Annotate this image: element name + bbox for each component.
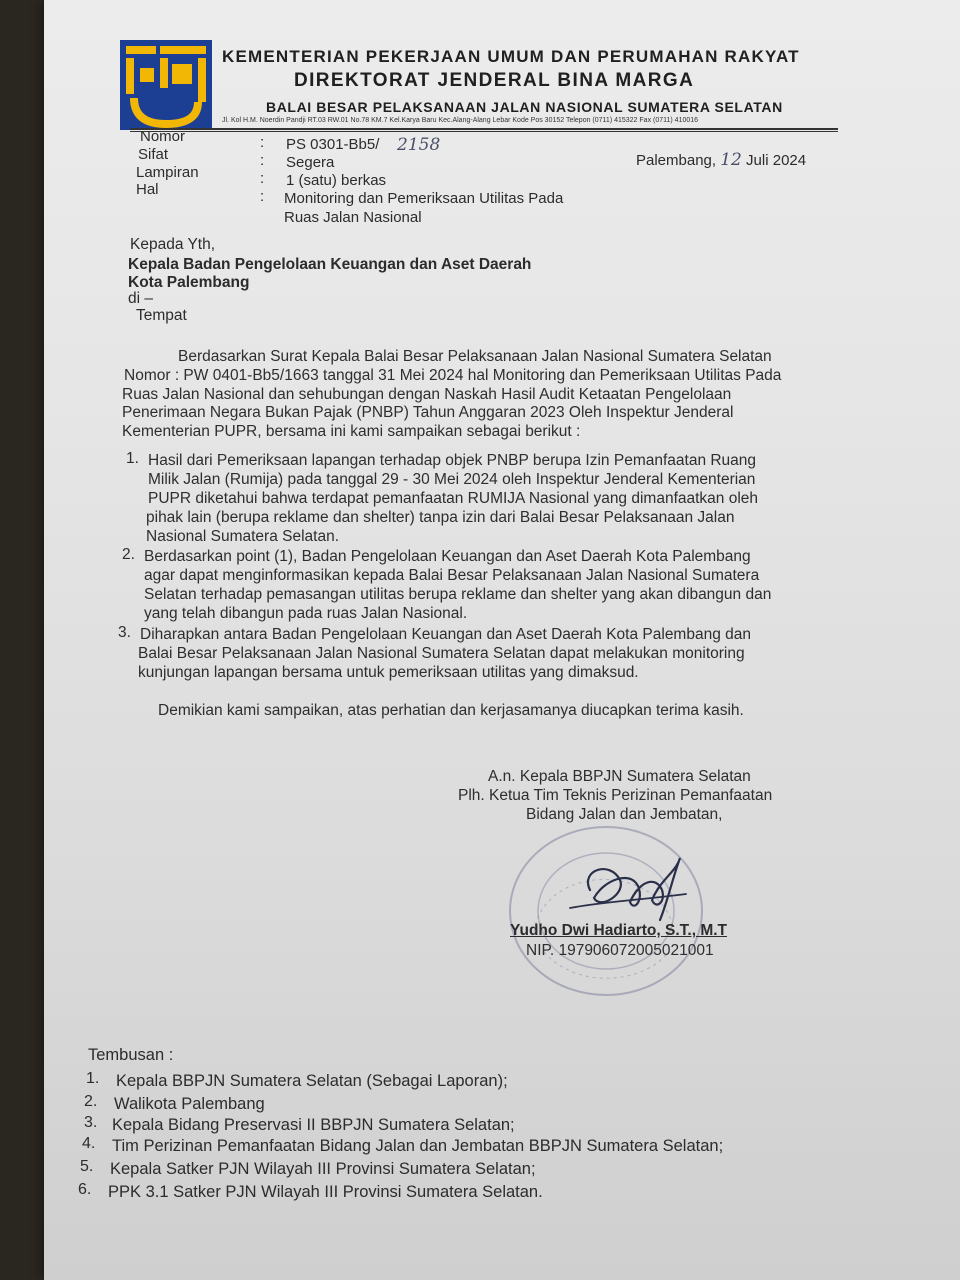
sifat-label: Sifat (138, 146, 169, 163)
place-date-prefix: Palembang, (636, 152, 717, 169)
lampiran-value: 1 (satu) berkas (286, 172, 387, 189)
directorate-name: DIREKTORAT JENDERAL BINA MARGA (294, 70, 695, 91)
recipient-name-line1: Kepala Badan Pengelolaan Keuangan dan Aset Daerah (128, 256, 532, 273)
point-line: kunjungan lapangan bersama untuk pemeriksaan utilitas yang dimaksud. (138, 664, 639, 681)
tembusan-item: Kepala Satker PJN Wilayah III Provinsi Sumatera Selatan; (110, 1160, 536, 1178)
point-line: Selatan terhadap pemasangan utilitas berupa reklame dan shelter yang akan dibangun dan (144, 586, 772, 603)
tembusan-number: 6. (78, 1181, 92, 1198)
intro-line: Berdasarkan Surat Kepala Balai Besar Pelaksanaan Jalan Nasional Sumatera Selatan (178, 348, 772, 365)
date-handwritten: 12 (720, 150, 742, 170)
signature-line1: A.n. Kepala BBPJN Sumatera Selatan (488, 768, 751, 785)
point-line: Diharapkan antara Badan Pengelolaan Keuangan dan Aset Daerah Kota Palembang dan (140, 626, 751, 643)
point-line: pihak lain (berupa reklame dan shelter) tanpa izin dari Balai Besar Pelaksanaan Jalan (146, 509, 735, 526)
hal-value-line1: Monitoring dan Pemeriksaan Utilitas Pada (284, 190, 564, 207)
point-line: yang telah dibangun pada ruas Jalan Nasional. (144, 605, 468, 622)
tembusan-item: Kepala Bidang Preservasi II BBPJN Sumatera Selatan; (112, 1116, 515, 1134)
hal-label: Hal (136, 181, 159, 198)
signature-line3: Bidang Jalan dan Jembatan, (526, 806, 723, 823)
nomor-handwritten: 2158 (397, 135, 441, 155)
sifat-separator: : (260, 152, 265, 169)
point-line: Balai Besar Pelaksanaan Jalan Nasional Sumatera Selatan dapat melakukan monitoring (138, 645, 745, 662)
lampiran-separator: : (260, 170, 265, 187)
recipient-name-line2: Kota Palembang (128, 274, 250, 291)
point-line: PUPR diketahui bahwa terdapat pemanfaatan RUMIJA Nasional yang dimanfaatkan oleh (148, 490, 759, 507)
closing-line: Demikian kami sampaikan, atas perhatian dan kerjasamanya diucapkan terima kasih. (158, 702, 744, 719)
lampiran-label: Lampiran (136, 164, 199, 181)
tembusan-item: PPK 3.1 Satker PJN Wilayah III Provinsi Sumatera Selatan. (108, 1183, 543, 1201)
intro-line: Kementerian PUPR, bersama ini kami sampaikan sebagai berikut : (122, 423, 581, 440)
tembusan-title: Tembusan : (88, 1046, 174, 1064)
nomor-value: PS 0301-Bb5/ (286, 136, 380, 153)
letterhead-rule-thin (130, 131, 838, 132)
tembusan-number: 3. (84, 1114, 98, 1131)
tembusan-item: Tim Perizinan Pemanfaatan Bidang Jalan dan Jembatan BBPJN Sumatera Selatan; (112, 1137, 724, 1155)
tembusan-number: 1. (86, 1070, 100, 1087)
nomor-label: Nomor (140, 128, 186, 145)
point-number: 1. (126, 450, 139, 467)
point-number: 2. (122, 546, 135, 563)
point-line: Milik Jalan (Rumija) pada tanggal 29 - 30 Mei 2024 oleh Inspektur Jenderal Kementerian (148, 471, 756, 488)
signer-name: Yudho Dwi Hadiarto, S.T., M.T (510, 922, 728, 939)
nomor-separator: : (260, 134, 265, 151)
signer-nip: NIP. 197906072005021001 (526, 942, 714, 959)
place-date-suffix: Juli 2024 (746, 152, 807, 169)
signature-line2: Plh. Ketua Tim Teknis Perizinan Pemanfaatan (458, 787, 773, 804)
intro-line: Penerimaan Negara Bukan Pajak (PNBP) Tahun Anggaran 2023 Oleh Inspektur Jenderal (122, 404, 734, 421)
tembusan-number: 4. (82, 1135, 96, 1152)
recipient-di: di – (128, 290, 153, 307)
signature-scribble (560, 850, 700, 930)
hal-value-line2: Ruas Jalan Nasional (284, 209, 422, 226)
tembusan-item: Kepala BBPJN Sumatera Selatan (Sebagai Laporan); (116, 1072, 508, 1090)
point-line: Hasil dari Pemeriksaan lapangan terhadap objek PNBP berupa Izin Pemanfaatan Ruang (148, 452, 757, 469)
sifat-value: Segera (286, 154, 335, 171)
place-date (636, 151, 806, 170)
tembusan-number: 5. (80, 1158, 94, 1175)
point-number: 3. (118, 624, 131, 641)
point-line: Berdasarkan point (1), Badan Pengelolaan Keuangan dan Aset Daerah Kota Palembang (144, 548, 751, 565)
point-line: agar dapat menginformasikan kepada Balai Besar Pelaksanaan Jalan Nasional Sumatera (144, 567, 760, 584)
letterhead-rule (130, 128, 838, 130)
intro-line: Nomor : PW 0401-Bb5/1663 tanggal 31 Mei 2024 hal Monitoring dan Pemeriksaan Utilitas Pada (124, 367, 782, 384)
tembusan-item: Walikota Palembang (114, 1095, 265, 1113)
recipient-place: Tempat (136, 307, 187, 324)
tembusan-number: 2. (84, 1093, 98, 1110)
ministry-name: KEMENTERIAN PEKERJAAN UMUM DAN PERUMAHAN RAKYAT (222, 47, 800, 66)
point-line: Nasional Sumatera Selatan. (146, 528, 340, 545)
pupr-logo (120, 40, 212, 130)
office-name: BALAI BESAR PELAKSANAAN JALAN NASIONAL SUMATERA SELATAN (266, 99, 783, 115)
office-address: Jl. Kol H.M. Noerdin Pandji RT.03 RW.01 No.78 KM.7 Kel.Karya Baru Kec.Alang-Alang Lebar Kode Pos 30152 Telepon (0711) 415322 Fax (0711) 410016 (222, 117, 699, 124)
hal-separator: : (260, 188, 265, 205)
intro-line: Ruas Jalan Nasional dan sehubungan dengan Naskah Hasil Audit Ketaatan Pengelolaan (122, 386, 732, 403)
recipient-greeting: Kepada Yth, (130, 236, 216, 253)
